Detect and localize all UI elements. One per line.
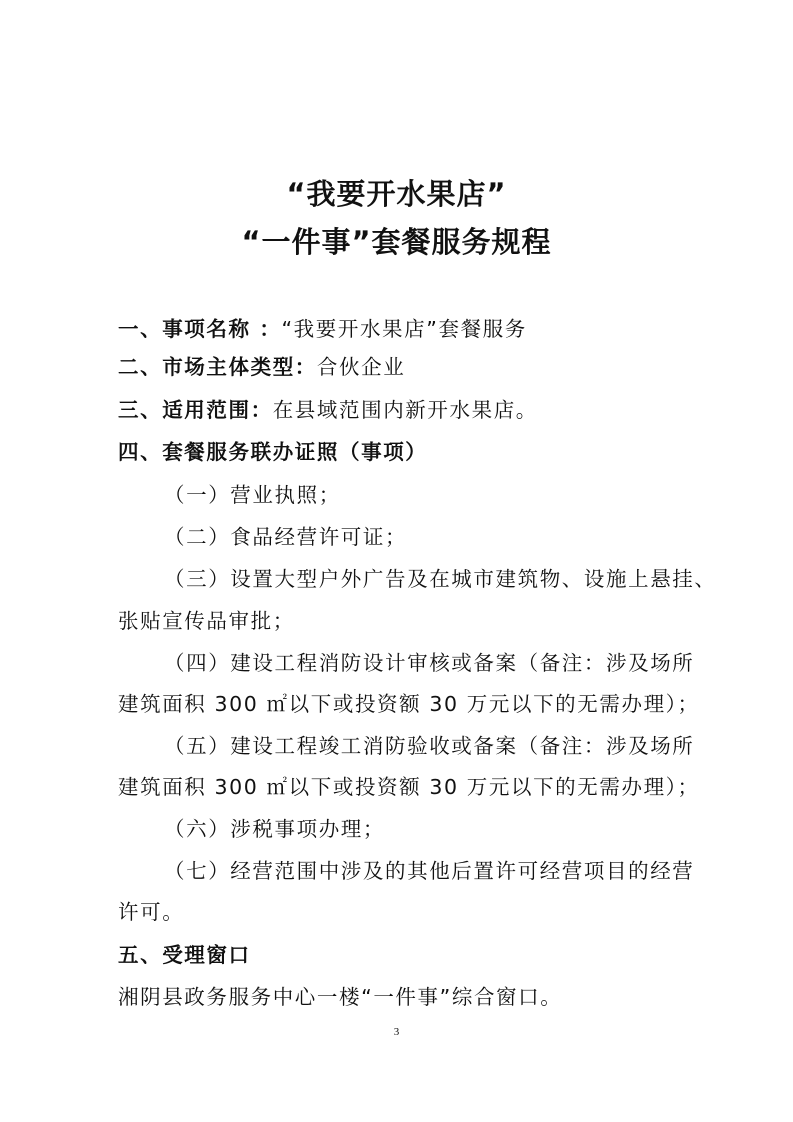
document-title-line-2: “一件事”套餐服务规程 [241, 225, 552, 259]
list-item-2: （二）食品经营许可证； [164, 525, 408, 549]
list-item-7-continued: 许可。 [118, 900, 185, 924]
list-item-7: （七）经营范围中涉及的其他后置许可经营项目的经营 [164, 859, 695, 883]
section-1-label: 一、事项名称 ： [118, 317, 282, 341]
document-title-line-1: “我要开水果店” [286, 177, 507, 211]
section-3-value: 在县域范围内新开水果店。 [272, 398, 538, 422]
list-item-1: （一）营业执照； [164, 483, 341, 507]
page-number: 3 [393, 1026, 400, 1038]
list-item-6: （六）涉税事项办理； [164, 817, 385, 841]
section-3-label: 三、适用范围： [118, 398, 273, 422]
section-2-label: 二、市场主体类型： [118, 355, 317, 379]
list-item-4-continued: 建筑面积 300 ㎡以下或投资额 30 万元以下的无需办理）； [118, 692, 700, 716]
list-item-5-continued: 建筑面积 300 ㎡以下或投资额 30 万元以下的无需办理）； [118, 775, 700, 799]
section-3 [118, 395, 538, 425]
list-item-4: （四）建设工程消防设计审核或备案（备注：涉及场所 [164, 651, 695, 675]
list-item-5: （五）建设工程竣工消防验收或备案（备注：涉及场所 [164, 734, 695, 758]
section-2-value: 合伙企业 [316, 355, 406, 379]
section-1-value: “我要开水果店”套餐服务 [281, 317, 527, 341]
section-5-heading: 五、受理窗口 [118, 943, 251, 967]
section-5-value: 湘阴县政务服务中心一楼“一件事”综合窗口。 [118, 985, 563, 1009]
section-4-heading: 四、套餐服务联办证照（事项） [118, 440, 428, 464]
section-1 [118, 314, 527, 344]
list-item-3-continued: 张贴宣传品审批； [118, 609, 295, 633]
list-item-3: （三）设置大型户外广告及在城市建筑物、设施上悬挂、 [164, 567, 717, 591]
section-2 [118, 352, 405, 382]
